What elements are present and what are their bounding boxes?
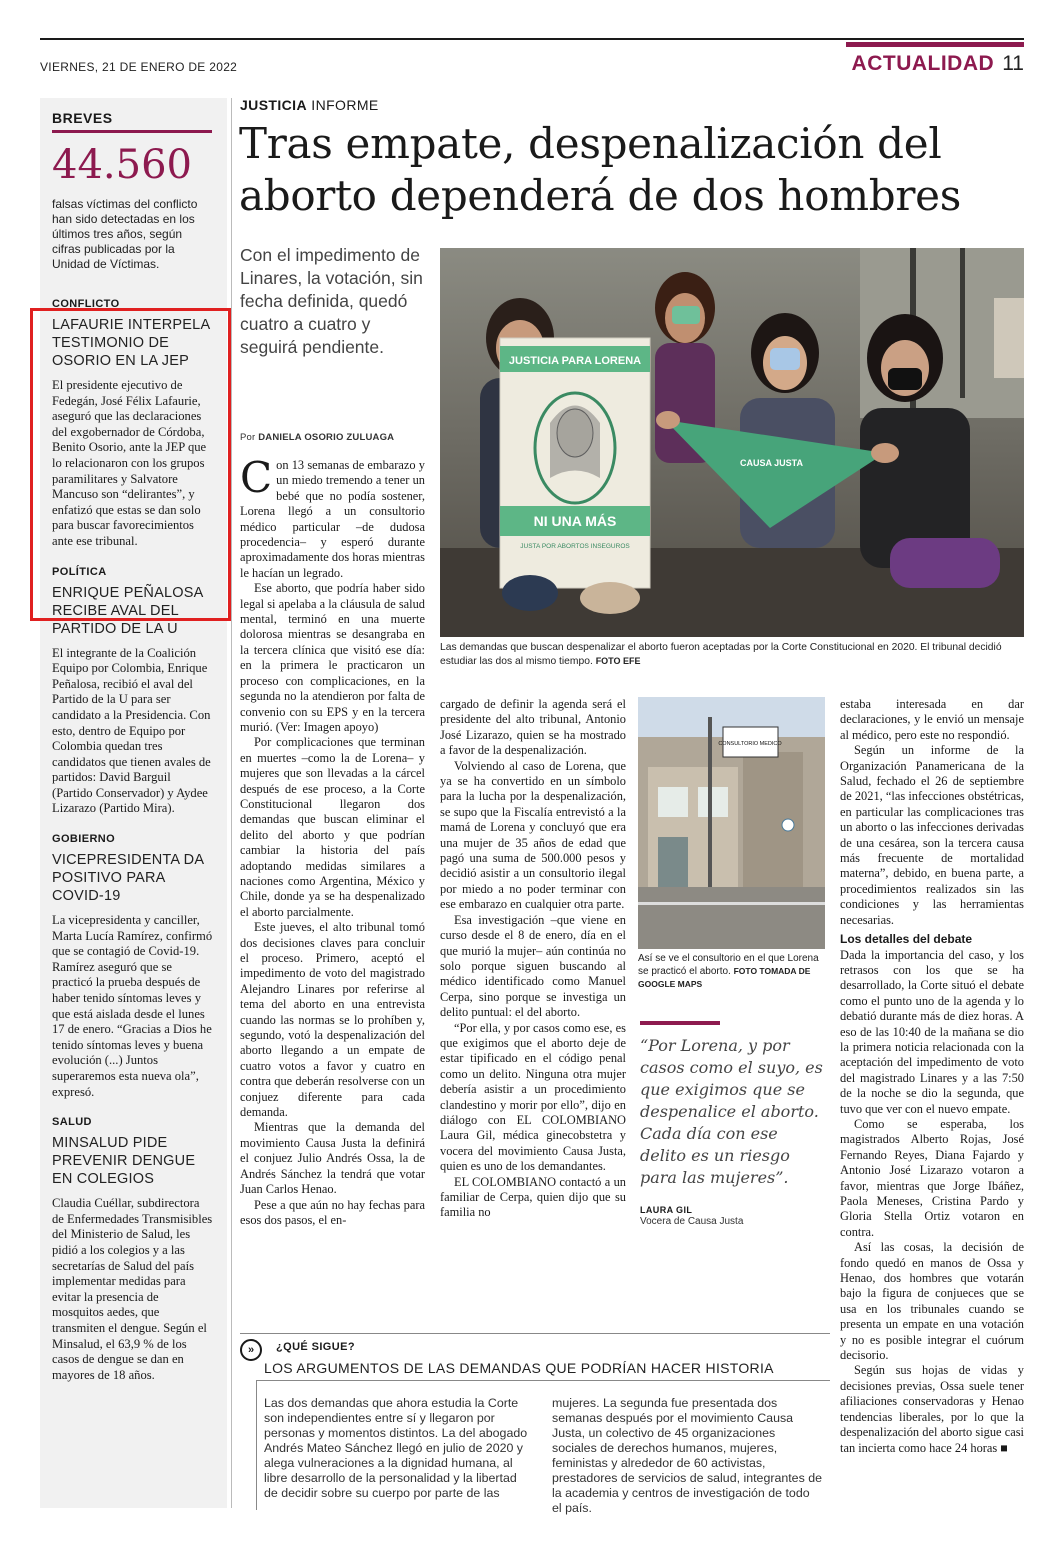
paragraph: Según un informe de la Organización Panamericana de la Salud, fechado el 26 de septiembre de 2021, “las infecciones obstétricas, en particular las complicaciones tras un aborto o las infecciones derivadas de una cesárea, son la tercera causa más frecuente de mortalidad materna”, debido, en buena parte, a procedimientos realizados sin las condiciones y las herramientas necesarias. [840, 743, 1024, 927]
brief-salud [52, 1116, 213, 1383]
pull-quote: “Por Lorena, y por casos como el suyo, es que exigimos que se despenalice el aborto. Cada día con ese delito es un riesgo para las mujeres”. [640, 1036, 823, 1187]
article-column-2 [440, 697, 626, 1317]
quote-rule [640, 1021, 720, 1025]
brief-body: El presidente ejecutivo de Fedegán, José Félix Lafaurie, aseguró que las declaraciones del exgobernador de Córdoba, Benito Osorio, ante la JEP que lo relacionaron con los grupos paramilitares y Salvatore Mancuso son “delirantes”, y enfatizó que estas se dan solo para buscar favorecimientos ante ese tribunal. [52, 378, 207, 548]
que-sigue-title: LOS ARGUMENTOS DE LAS DEMANDAS QUE PODRÍAN HACER HISTORIA [264, 1360, 774, 1376]
paragraph: Así las cosas, la decisión de fondo quedó en manos de Ossa y Henao, dos hombres que votarán bajo la figura de conjueces que se usa en los tribunales cuando se presenta un empate en una votación y no es posible integrar el cuórum decisorio. [840, 1240, 1024, 1363]
main-photo [440, 248, 1024, 637]
photo-credit: FOTO TOMADA DE GOOGLE MAPS [638, 966, 811, 989]
paragraph: Este jueves, el alto tribunal tomó dos decisiones claves para concluir el proceso. Primero, aceptó el impedimento de voto del magistrado Alejandro Linares por referirse al tema del aborto en una entrevista cuando las normas se lo prohíben y, segundo, votó la despenalización del aborto llegando a un empate de cuatro votos a favor y cuatro en contra que deberán resolverse con un conjuez diferente para cada demanda. [240, 920, 425, 1120]
stat-number: 44.560 [52, 142, 192, 188]
deck: Con el impedimento de Linares, la votación, sin fecha definida, quedó cuatro a cuatro y seguirá pendiente. [240, 245, 423, 357]
que-sigue-text-2: mujeres. La segunda fue presentada dos semanas después por el movimiento Causa Justa, un colectivo de 45 organizaciones sociales de derechos humanos, mujeres, feministas y alrededor de 60 activistas, prestadores de servicios de salud, integrantes de la academia y centros de investigación de todo el país. [552, 1396, 822, 1515]
paragraph: Ese aborto, que podría haber sido legal si apelaba a la cláusula de salud mental, terminó en una muerte dolorosa mientras se desangraba en la tercera clínica que visitó ese día: en la primera le practicaron un proceso con complicaciones, en la segunda no la atendieron por falta de convenio con su EPS y en la tercera murió. (Ver: Imagen apoyo) [240, 581, 425, 734]
paragraph-text: Según sus hojas de vidas y decisiones previas, Ossa suele tener afiliaciones conservadoras y Henao tendencias liberales, por lo que la despenalización del aborto sigue casi tan incierta como hace 24 horas [840, 1363, 1024, 1455]
highlight-box [30, 308, 231, 621]
breves-title: BREVES [52, 110, 113, 126]
scarf-text: CAUSA JUSTA [740, 458, 804, 468]
side-photo [638, 697, 825, 949]
byline-name: DANIELA OSORIO ZULUAGA [258, 432, 395, 443]
brief-kicker: SALUD [52, 1116, 92, 1129]
brief-body: La vicepresidenta y canciller, Marta Lucía Ramírez, confirmó que se contagió de Covid-19. Ramírez aseguró que se practicó la prueba después de haber tenido síntomas leves y que está aislada desde el lunes 17 de enero. “Gracias a Dios he tenido síntomas leves y buena evolución (...) Juntos superaremos esta nueva ola”, expresó. [52, 913, 213, 1099]
paragraph [840, 1363, 1024, 1455]
brief-title: MINSALUD PIDE PREVENIR DENGUE EN COLEGIOS [52, 1135, 196, 1188]
section-label: ACTUALIDAD [851, 52, 995, 75]
subhead: Los detalles del debate [840, 932, 973, 947]
protest-photo-illustration [440, 248, 1024, 637]
photo-credit: FOTO EFE [595, 655, 641, 666]
page-number: 11 [1002, 52, 1024, 75]
double-chevron-icon: » [240, 1339, 262, 1361]
paragraph: Esa investigación –que viene en curso desde el 8 de enero, día en el que murió la mujer– aún continúa no solo porque siguen buscando al médico identificado como Manuel Cerpa, sino porque se investiga un delito puntual: el del aborto. [440, 912, 626, 1020]
page-date: VIERNES, 21 DE ENERO DE 2022 [40, 60, 238, 74]
section-header [852, 42, 1024, 76]
breves-rule [52, 130, 212, 133]
column-divider [231, 98, 232, 1508]
sign-small-text: JUSTA POR ABORTOS INSEGUROS [520, 543, 630, 550]
brief-kicker: POLÍTICA [52, 565, 107, 578]
headline: Tras empate, despenalización del aborto dependerá de dos hombres [239, 119, 961, 220]
stat-caption: falsas víctimas del conflicto han sido detectadas en los últimos tres años, según cifras publicadas por la Unidad de Víctimas. [52, 197, 198, 271]
brief-kicker: CONFLICTO [52, 298, 120, 310]
paragraph: Pese a que aún no hay fechas para esos dos pasos, el en- [240, 1197, 425, 1227]
byline-prefix: Por [240, 432, 259, 443]
side-photo-caption [638, 952, 826, 991]
paragraph: Volviendo al caso de Lorena, que ya se ha convertido en un símbolo para la lucha por la despenalización, se supo que la Fiscalía entrevistó a la mamá de Lorena y concluyó que era una mujer de 35 años de edad que pagó una suma de 500.000 pesos y decidió asistir a un consultorio ilegal por miedo a no poder terminar con ese embarazo en cualquier otra parte. [440, 758, 626, 912]
sign-top-text: JUSTICIA PARA LORENA [508, 355, 642, 367]
que-sigue-rule [240, 1333, 830, 1334]
brief-title: VICEPRESIDENTA DA POSITIVO PARA COVID-19 [52, 852, 204, 905]
brief-title: ENRIQUE PEÑALOSA RECIBE AVAL DEL PARTIDO DE LA U [52, 584, 203, 637]
kicker-type: INFORME [307, 97, 379, 113]
byline [240, 432, 394, 443]
que-sigue-label: ¿QUÉ SIGUE? [276, 1341, 355, 1353]
paragraph: Por complicaciones que terminan en muertes –como la de Lorena– y mujeres que son llevadas a la cárcel después de ese proceso, a la Corte Constitucional llegaron dos demandas que buscan eliminar el delito del aborto y que podrían cambiar la historia del país adoptando medidas similares a naciones como Argentina, México y Chile, donde ya se ha despenalizado el aborto parcialmente. [240, 735, 425, 919]
paragraph: EL COLOMBIANO contactó a un familiar de Cerpa, quien dijo que su familia no [440, 1174, 626, 1220]
main-photo-caption [440, 641, 1024, 668]
sign-bottom-text: NI UNA MÁS [533, 513, 617, 529]
article-column-3 [840, 697, 1024, 1515]
brief-kicker: GOBIERNO [52, 833, 116, 846]
clinic-photo-illustration [638, 697, 825, 949]
quote-author: LAURA GIL [640, 1205, 693, 1215]
section-accent-bar [846, 42, 1024, 47]
clinic-sign-text: CONSULTORIO MEDICO [718, 741, 782, 747]
paragraph: Dada la importancia del caso, y los retrasos con los que se ha desarrollado, la Corte situó el debate como el punto uno de la agenda y lo debatió durante más de diez horas. A eso de las 10:40 de la mañana se dio la primera noticia relacionada con la aceptación del impedimento de voto del magistrado Linares y a las 7:50 de la noche se dio la segunda, que tuvo que ver con el nuevo empate. [840, 947, 1024, 1116]
end-mark: ■ [1000, 1440, 1008, 1455]
paragraph: Mientras que la demanda del movimiento Causa Justa la definirá el conjuez Julio Andrés Ossa, la de Andrés Sánchez la tendrá que votar Juan Carlos Henao. [240, 1120, 425, 1197]
caption-text: Así se ve el consultorio en el que Lorena se practicó el aborto. [638, 953, 819, 977]
caption-text: Las demandas que buscan despenalizar el aborto fueron aceptadas por la Corte Constitucional en 2020. El tribunal decidió estudiar las dos al mismo tiempo. [440, 642, 1002, 667]
que-sigue-text-1: Las dos demandas que ahora estudia la Corte son independientes entre sí y llegaron por personas y momentos distintos. La del abogado Andrés Mateo Sánchez llegó en julio de 2020 y alega vulneraciones a la dignidad humana, al libre desarrollo de la personalidad y la libertad de decidir sobre su cuerpo por parte de las [264, 1396, 528, 1500]
brief-gobierno [52, 833, 213, 1100]
quote-author-role: Vocera de Causa Justa [640, 1216, 744, 1227]
paragraph: Como se esperaba, los magistrados Alberto Rojas, José Fernando Reyes, Diana Fajardo y Antonio José Lizarazo votaron a favor, mientras que Jorge Ibáñez, Paola Meneses, Cristina Pardo y Gloria Stella Ortiz votaron en contra. [840, 1116, 1024, 1239]
article-kicker [240, 97, 379, 113]
brief-body: El integrante de la Coalición Equipo por Colombia, Enrique Peñalosa, recibió el aval del Partido de la U para ser candidato a la Presidencia. Con esto, dentro de Equipo por Colombia quedan tres candidatos que tienen avales de partidos: David Barguil (Partido Conservador) y Aydee Lizarazo (Partido Mira). [52, 645, 211, 816]
kicker-section: JUSTICIA [240, 97, 307, 113]
brief-title: LAFAURIE INTERPELA TESTIMONIO DE OSORIO EN LA JEP [52, 317, 210, 369]
top-rule [40, 38, 1024, 40]
brief-body: Claudia Cuéllar, subdirectora de Enfermedades Transmisibles del Ministerio de Salud, les pidió a los colegios y a las secretarías de Salud del país implementar medidas para evitar la presencia de mosquitos aedes, que transmiten el dengue. Según el Minsalud, el 63,9 % de los casos de dengue se dan en mayores de 18 años. [52, 1196, 213, 1382]
paragraph: cargado de definir la agenda será el presidente del alto tribunal, Antonio José Lizarazo, quien se ha mostrado a favor de la despenalización. [440, 697, 626, 758]
dropcap: C [240, 458, 273, 502]
article-column-1 [240, 458, 425, 1318]
paragraph: estaba interesada en dar declaraciones, y le envió un mensaje al médico, pero este no respondió. [840, 697, 1024, 742]
paragraph: on 13 semanas de embarazo y un miedo tremendo a tener un bebé que no podía sostener, Lorena llegó a un consultorio médico particular –de dudosa procedencia– y esperó durante aproximadamente dos horas mientras le hacían un legrado. [240, 458, 425, 580]
paragraph: “Por ella, y por casos como ese, es que exigimos que el aborto deje de estar tipificado en el código penal como un delito. Ninguna otra mujer debería asistir a un procedimiento clandestino y morir por ello”, dijo en diálogo con EL COLOMBIANO Laura Gil, médica ginecobstetra y vocera del movimiento Causa Justa, quien es uno de los demandantes. [440, 1020, 626, 1174]
